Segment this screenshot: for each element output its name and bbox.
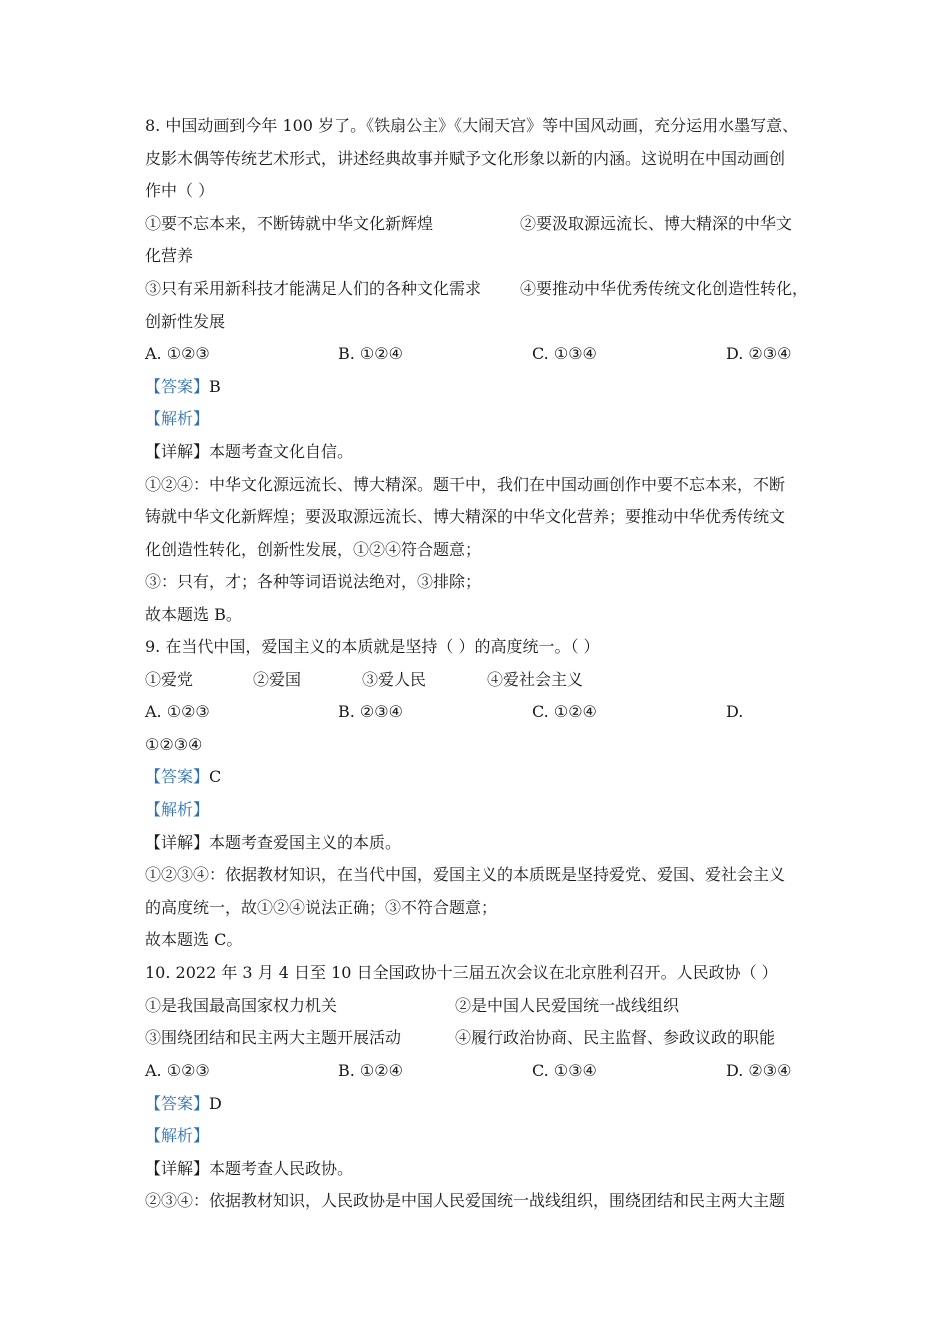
q8-option-d: D. ②③④ <box>726 344 792 363</box>
answer-tag: 【答案】 <box>145 377 210 396</box>
q9-analysis-tag: 【解析】 <box>145 800 210 819</box>
q10-explanation-line-1: ②③④：依据教材知识，人民政协是中国人民爱国统一战线组织，围绕团结和民主两大主题 <box>145 1191 786 1210</box>
q9-option-c: C. ①②④ <box>532 702 597 721</box>
q9-stem: 9. 在当代中国，爱国主义的本质就是坚持（ ）的高度统一。（ ） <box>145 637 600 656</box>
q10-item-4: ④履行政治协商、民主监督、参政议政的职能 <box>455 1028 776 1047</box>
q10-option-b: B. ①②④ <box>338 1061 403 1080</box>
q8-stem-line-1: 8. 中国动画到今年 100 岁了。《铁扇公主》《大闹天宫》等中国风动画，充分运用水墨写意、 <box>145 116 799 135</box>
q9-detail-row <box>145 832 401 854</box>
q9-explanation-line-2: 的高度统一，故①②④说法正确；③不符合题意； <box>145 898 498 917</box>
q8-detail-row <box>145 441 353 463</box>
q10-stem: 10. 2022 年 3 月 4 日至 10 日全国政协十三届五次会议在北京胜利召开。人民政协（ ） <box>145 963 778 982</box>
q8-analysis-tag: 【解析】 <box>145 409 210 428</box>
q8-stem-line-2: 皮影木偶等传统艺术形式，讲述经典故事并赋予文化形象以新的内涵。这说明在中国动画创 <box>145 149 786 168</box>
answer-value: D <box>209 1094 222 1113</box>
answer-tag: 【答案】 <box>145 1094 210 1113</box>
q8-item-1: ①要不忘本来，不断铸就中华文化新辉煌 <box>145 214 434 233</box>
q10-item-1: ①是我国最高国家权力机关 <box>145 996 338 1015</box>
q9-explanation-line-1: ①②③④：依据教材知识，在当代中国，爱国主义的本质既是坚持爱党、爱国、爱社会主义 <box>145 865 786 884</box>
q9-item-2: ②爱国 <box>253 670 302 689</box>
q10-answer-row <box>145 1093 222 1115</box>
q8-explanation-line-3: 化创造性转化，创新性发展，①②④符合题意； <box>145 540 482 559</box>
detail-tag: 【详解】 <box>145 833 210 852</box>
q8-item-2: ②要汲取源远流长、博大精深的中华文 <box>520 214 793 233</box>
detail-text: 本题考查爱国主义的本质。 <box>209 833 402 852</box>
detail-text: 本题考查人民政协。 <box>209 1159 354 1178</box>
q8-explanation-line-1: ①②④：中华文化源远流长、博大精深。题干中，我们在中国动画创作中要不忘本来，不断 <box>145 475 786 494</box>
q8-item-4: ④要推动中华优秀传统文化创造性转化， <box>520 279 809 298</box>
q9-option-d: D. <box>726 702 744 721</box>
detail-tag: 【详解】 <box>145 1159 210 1178</box>
q10-option-d: D. ②③④ <box>726 1061 792 1080</box>
q10-item-3: ③围绕团结和民主两大主题开展活动 <box>145 1028 402 1047</box>
q8-option-a: A. ①②③ <box>145 344 210 363</box>
q8-stem-line-3: 作中（ ） <box>145 181 215 200</box>
detail-text: 本题考查文化自信。 <box>209 442 354 461</box>
q9-item-3: ③爱人民 <box>362 670 427 689</box>
q9-option-a: A. ①②③ <box>145 702 210 721</box>
q9-item-4: ④爱社会主义 <box>487 670 584 689</box>
q9-option-d-cont: ①②③④ <box>145 735 203 754</box>
detail-tag: 【详解】 <box>145 442 210 461</box>
q8-item-3: ③只有采用新科技才能满足人们的各种文化需求 <box>145 279 482 298</box>
q9-explanation-line-3: 故本题选 C。 <box>145 930 243 949</box>
q8-explanation-line-5: 故本题选 B。 <box>145 605 242 624</box>
q9-item-1: ①爱党 <box>145 670 194 689</box>
q8-option-c: C. ①③④ <box>532 344 597 363</box>
q10-analysis-tag: 【解析】 <box>145 1126 210 1145</box>
q10-item-2: ②是中国人民爱国统一战线组织 <box>455 996 680 1015</box>
q10-detail-row <box>145 1158 353 1180</box>
answer-value: C <box>209 767 222 786</box>
q8-explanation-line-2: 铸就中华文化新辉煌；要汲取源远流长、博大精深的中华文化营养；要推动中华优秀传统文 <box>145 507 786 526</box>
q9-option-b: B. ②③④ <box>338 702 403 721</box>
q8-answer-row <box>145 376 221 398</box>
q10-option-a: A. ①②③ <box>145 1061 210 1080</box>
q8-option-b: B. ①②④ <box>338 344 403 363</box>
q8-item-4-cont: 创新性发展 <box>145 312 226 331</box>
q9-answer-row <box>145 766 221 788</box>
answer-value: B <box>209 377 221 396</box>
q8-item-2-cont: 化营养 <box>145 246 194 265</box>
q8-explanation-line-4: ③：只有，才；各种等词语说法绝对，③排除； <box>145 572 482 591</box>
answer-tag: 【答案】 <box>145 767 210 786</box>
q10-option-c: C. ①③④ <box>532 1061 597 1080</box>
